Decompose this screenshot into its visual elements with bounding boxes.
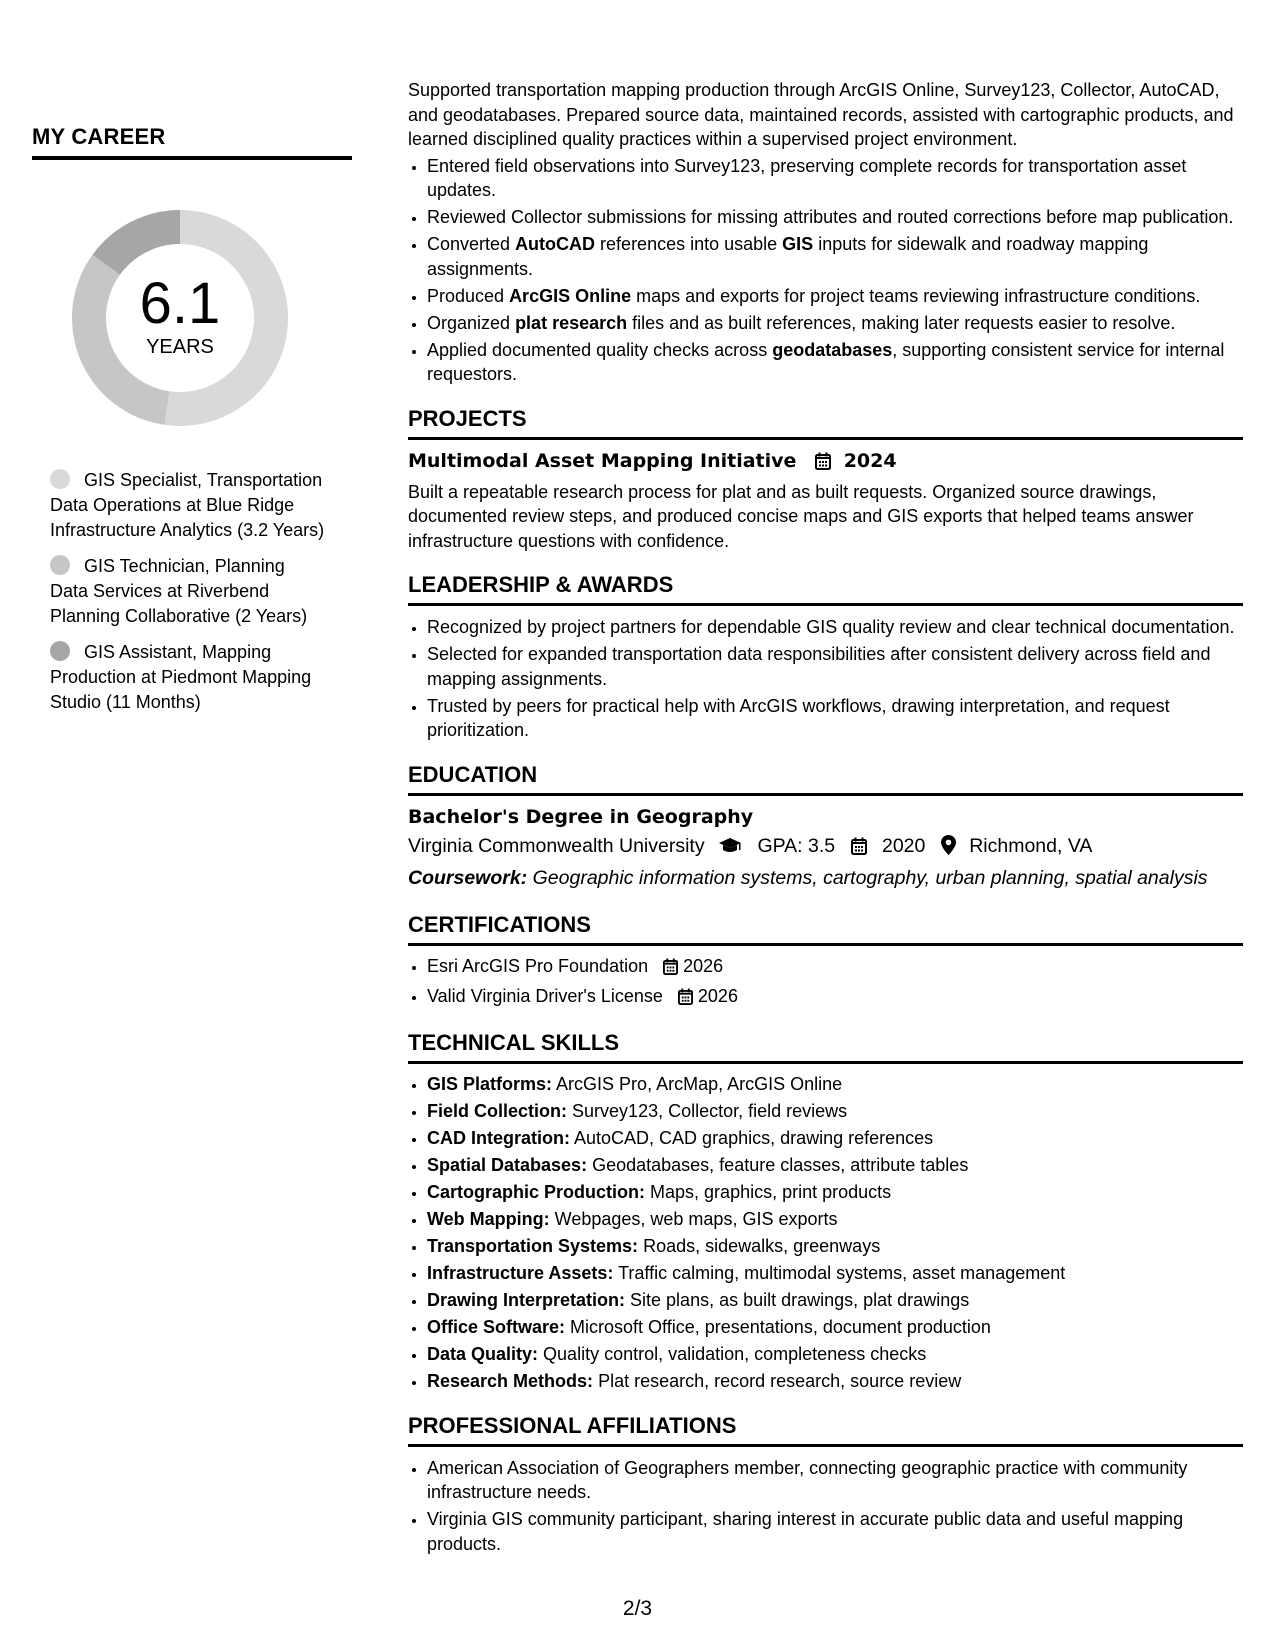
project-year: 2024	[843, 449, 897, 472]
legend-label: GIS Assistant, Mapping Production at Piedmont Mapping Studio (11 Months)	[50, 642, 312, 712]
affiliations-heading: PROFESSIONAL AFFILIATIONS	[408, 1412, 1243, 1447]
certification-item	[427, 954, 1243, 982]
school-name: Virginia Commonwealth University	[408, 834, 705, 857]
affiliation-item: • American Association of Geographers member, connecting geographic practice with community infrastructure needs.	[427, 1456, 1243, 1505]
skill-value: Webpages, web maps, GIS exports	[554, 1209, 838, 1229]
skill-item	[427, 1369, 1243, 1394]
bullet-keyword: GIS	[782, 234, 814, 254]
skill-item	[427, 1234, 1243, 1259]
skill-label: Web Mapping:	[427, 1209, 550, 1229]
career-sidebar	[32, 124, 352, 726]
certification-year: 2026	[683, 955, 724, 976]
bullet-text: Reviewed Collector submissions for missing attributes and routed corrections before map publication.	[427, 207, 1234, 227]
skill-item	[427, 1180, 1243, 1205]
affiliations-list	[408, 1456, 1243, 1557]
bullet-text: inputs for sidewalk and roadway mapping assignments.	[427, 234, 1149, 279]
skill-item	[427, 1126, 1243, 1151]
bullet-text: files and as built references, making later requests easier to resolve.	[627, 312, 1176, 333]
legend-label: GIS Specialist, Transportation Data Operations at Blue Ridge Infrastructure Analytics (3.2 Years)	[50, 470, 325, 540]
bullet-text: Applied documented quality checks across	[427, 339, 773, 360]
career-legend	[50, 468, 326, 715]
degree-title: Bachelor's Degree in Geography	[408, 805, 754, 828]
skill-item	[427, 1315, 1243, 1340]
affiliation-item: • Virginia GIS community participant, sharing interest in accurate public data and useful mapping products.	[427, 1507, 1243, 1556]
skill-value: ArcGIS Pro, ArcMap, ArcGIS Online	[556, 1074, 843, 1094]
certifications-heading: CERTIFICATIONS	[408, 911, 1243, 946]
skill-value: Site plans, as built drawings, plat drawings	[630, 1290, 970, 1310]
experience-bullet	[427, 311, 1243, 336]
bullet-keyword: ArcGIS Online	[509, 285, 632, 306]
skill-value: Geodatabases, feature classes, attribute tables	[592, 1155, 969, 1175]
skill-item	[427, 1288, 1243, 1313]
certification-item	[427, 984, 1243, 1012]
legend-item	[50, 640, 326, 715]
career-heading: MY CAREER	[32, 124, 352, 160]
gpa: GPA: 3.5	[757, 834, 836, 857]
calendar-icon	[678, 987, 693, 1012]
skill-label: Research Methods:	[427, 1371, 594, 1391]
leadership-heading: LEADERSHIP & AWARDS	[408, 571, 1243, 606]
page-number: 2/3	[622, 1597, 653, 1620]
skill-item	[427, 1342, 1243, 1367]
skill-value: Plat research, record research, source review	[598, 1371, 962, 1391]
bullet-text: , supporting consistent service for internal requestors.	[427, 339, 1225, 384]
bullet-text: Converted	[427, 234, 516, 254]
bullet-keyword: AutoCAD	[515, 234, 596, 254]
skill-item	[427, 1072, 1243, 1097]
skill-value: Traffic calming, multimodal systems, asset management	[618, 1263, 1066, 1283]
skill-label: Spatial Databases:	[427, 1155, 588, 1175]
skill-label: Cartographic Production:	[427, 1182, 646, 1202]
calendar-icon	[663, 957, 678, 982]
skill-label: Office Software:	[427, 1317, 566, 1337]
certification-name: Esri ArcGIS Pro Foundation	[427, 955, 649, 976]
skill-item	[427, 1207, 1243, 1232]
legend-label: GIS Technician, Planning Data Services at Riverbend Planning Collaborative (2 Years)	[50, 556, 308, 626]
project-title-row	[408, 448, 1243, 477]
coursework	[408, 863, 1243, 893]
skill-value: Quality control, validation, completeness checks	[543, 1344, 927, 1364]
bullet-text: references into usable	[595, 234, 783, 254]
bullet-keyword: plat research	[515, 312, 628, 333]
skills-heading: TECHNICAL SKILLS	[408, 1029, 1243, 1064]
legend-item	[50, 468, 326, 543]
skill-value: Survey123, Collector, field reviews	[572, 1101, 848, 1121]
project-name: Multimodal Asset Mapping Initiative	[408, 449, 797, 472]
experience-bullet	[427, 154, 1243, 203]
coursework-text: Geographic information systems, cartography, urban planning, spatial analysis	[532, 866, 1208, 889]
education-heading: EDUCATION	[408, 761, 1243, 796]
skill-value: Microsoft Office, presentations, document production	[570, 1317, 991, 1337]
skill-value: Roads, sidewalks, greenways	[643, 1236, 881, 1256]
experience-bullet	[427, 205, 1243, 230]
legend-dot	[50, 555, 70, 575]
bullet-keyword: geodatabases	[772, 339, 893, 360]
bullet-text: maps and exports for project teams reviewing infrastructure conditions.	[631, 285, 1201, 306]
graduation-year: 2020	[881, 834, 926, 857]
skill-label: Infrastructure Assets:	[427, 1263, 614, 1283]
project-description: Built a repeatable research process for plat and as built requests. Organized source drawings, documented review steps, and produced concise maps and GIS exports that helped teams answer infrastructure questions with confidence.	[408, 481, 1194, 551]
career-donut-chart	[66, 204, 294, 432]
coursework-label: Coursework:	[408, 866, 528, 889]
bullet-text: Entered field observations into Survey123, preserving complete records for transportation asset updates.	[427, 155, 1187, 200]
location-pin-icon	[941, 835, 956, 863]
calendar-icon	[851, 835, 867, 863]
skill-item	[427, 1099, 1243, 1124]
skill-label: Transportation Systems:	[427, 1236, 639, 1256]
certifications-list	[408, 954, 1243, 1012]
skill-label: Field Collection:	[427, 1101, 568, 1121]
skill-value: AutoCAD, CAD graphics, drawing references	[574, 1128, 934, 1148]
skill-label: CAD Integration:	[427, 1128, 570, 1148]
certification-year: 2026	[697, 985, 738, 1006]
graduation-cap-icon	[718, 835, 742, 863]
experience-bullet	[427, 232, 1243, 281]
legend-dot	[50, 469, 70, 489]
resume-main	[408, 78, 1243, 1559]
legend-dot	[50, 641, 70, 661]
school-location: Richmond, VA	[969, 834, 1093, 857]
experience-bullets	[408, 154, 1243, 387]
projects-heading: PROJECTS	[408, 405, 1243, 440]
skill-label: Data Quality:	[427, 1344, 539, 1364]
skill-value: Maps, graphics, print products	[650, 1182, 892, 1202]
bullet-text: Organized	[427, 312, 516, 333]
career-years-unit: YEARS	[146, 336, 214, 358]
skill-label: Drawing Interpretation:	[427, 1290, 626, 1310]
bullet-text: Produced	[427, 285, 510, 306]
leadership-item: • Recognized by project partners for dependable GIS quality review and clear technical documentation.	[427, 615, 1243, 640]
skill-label: GIS Platforms:	[427, 1074, 553, 1094]
experience-bullet	[427, 338, 1243, 387]
career-years-value: 6.1	[139, 271, 221, 336]
skill-item	[427, 1153, 1243, 1178]
leadership-item: • Selected for expanded transportation data responsibilities after consistent delivery across field and mapping assignments.	[427, 642, 1243, 691]
experience-bullet	[427, 284, 1243, 309]
certification-name: Valid Virginia Driver's License	[427, 985, 663, 1006]
skills-list	[408, 1072, 1243, 1394]
calendar-icon	[815, 451, 831, 477]
education-meta	[408, 832, 1243, 863]
skill-item	[427, 1261, 1243, 1286]
leadership-list	[408, 615, 1243, 743]
experience-summary: Supported transportation mapping production through ArcGIS Online, Survey123, Collector, AutoCAD, and geodatabases. Prepared source data, maintained records, assisted with cartographic products, and learned disciplined quality practices within a supervised project environment.	[408, 80, 1234, 149]
leadership-item: • Trusted by peers for practical help with ArcGIS workflows, drawing interpretation, and request prioritization.	[427, 694, 1243, 743]
legend-item	[50, 554, 326, 629]
